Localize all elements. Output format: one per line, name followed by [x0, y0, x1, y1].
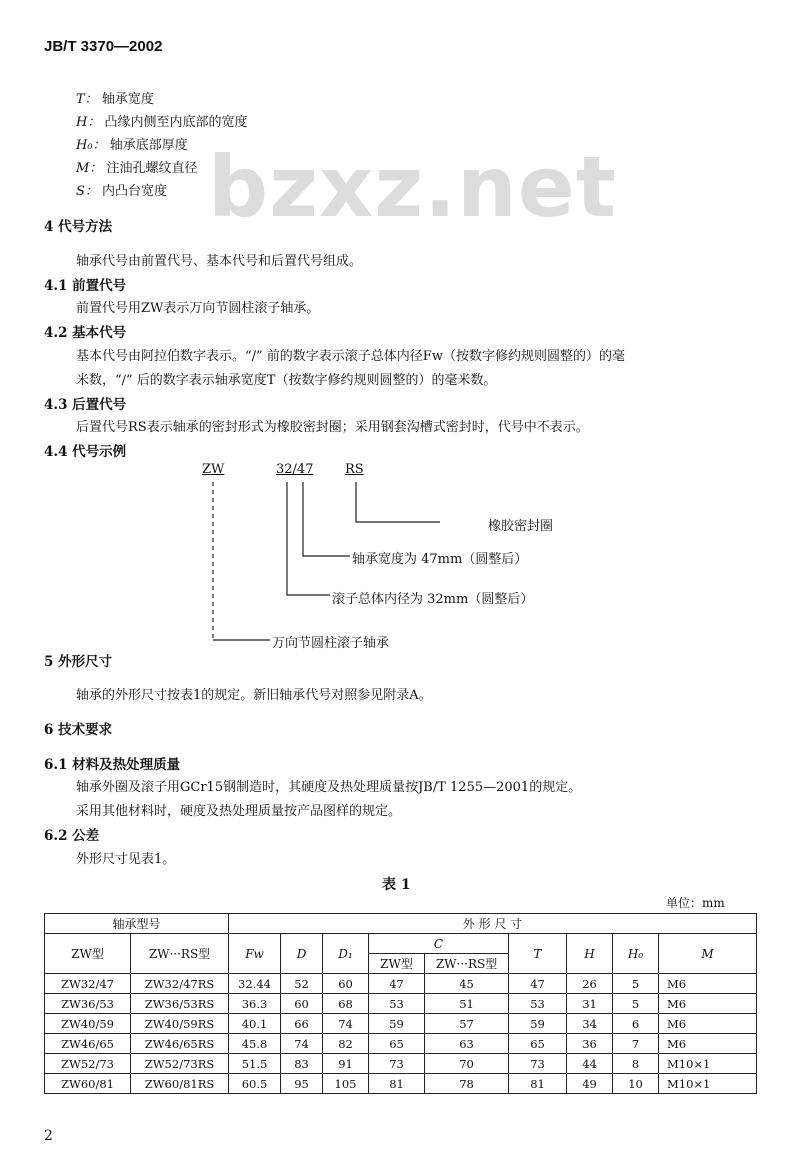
- cell-m: M6: [659, 1034, 757, 1054]
- leader-line-width: [303, 482, 350, 556]
- cell-d1: 91: [323, 1054, 369, 1074]
- section-4-3-title: 4.3 后置代号: [44, 397, 127, 413]
- cell-fw: 36.3: [229, 994, 281, 1014]
- cell-zwrs: ZW60/81RS: [131, 1074, 229, 1094]
- cell-d: 83: [281, 1054, 323, 1074]
- header-d: D: [281, 934, 323, 974]
- table-caption: 表 1: [382, 877, 411, 893]
- leader-line-rs: [356, 482, 440, 522]
- table-unit: 单位：mm: [666, 896, 725, 910]
- cell-d1: 74: [323, 1014, 369, 1034]
- cell-c-zw: 47: [369, 974, 425, 994]
- cell-fw: 45.8: [229, 1034, 281, 1054]
- section-5-text: 轴承的外形尺寸按表1的规定。新旧轴承代号对照参见附录A。: [76, 688, 432, 703]
- example-label-fw: 滚子总体内径为 32mm（圆整后）: [332, 592, 534, 607]
- cell-c-zwrs: 63: [425, 1034, 509, 1054]
- table-row: [45, 974, 757, 994]
- section-4-2-line-2: 米数，“/” 后的数字表示轴承宽度T（按数字修约规则圆整的）的毫米数。: [76, 373, 497, 388]
- cell-c-zwrs: 70: [425, 1054, 509, 1074]
- cell-d1: 60: [323, 974, 369, 994]
- cell-h0: 6: [613, 1014, 659, 1034]
- example-label-zw: 万向节圆柱滚子轴承: [272, 636, 390, 651]
- example-label-width: 轴承宽度为 47mm（圆整后）: [352, 552, 528, 567]
- section-6-1-line-1: 轴承外圈及滚子用GCr15钢制造时，其硬度及热处理质量按JB/T 1255—2001的规定。: [76, 780, 582, 795]
- cell-t: 81: [509, 1074, 567, 1094]
- definition-text: 轴承宽度: [101, 92, 154, 107]
- cell-d: 52: [281, 974, 323, 994]
- cell-t: 59: [509, 1014, 567, 1034]
- cell-zwrs: ZW32/47RS: [131, 974, 229, 994]
- section-6-1-title: 6.1 材料及热处理质量: [44, 757, 181, 773]
- cell-h: 31: [567, 994, 613, 1014]
- cell-h0: 5: [613, 994, 659, 1014]
- header-c-zw-rs: ZW···RS型: [425, 954, 509, 974]
- definition-symbol: M：: [76, 161, 103, 176]
- cell-d: 95: [281, 1074, 323, 1094]
- header-zw-rs: ZW···RS型: [131, 934, 229, 974]
- cell-fw: 60.5: [229, 1074, 281, 1094]
- table-row: [45, 1054, 757, 1074]
- cell-h0: 5: [613, 974, 659, 994]
- cell-c-zw: 65: [369, 1034, 425, 1054]
- cell-d1: 68: [323, 994, 369, 1014]
- definition-symbol: T：: [76, 92, 98, 107]
- table-row: [45, 1074, 757, 1094]
- definition-symbol: S：: [76, 184, 98, 199]
- cell-h0: 8: [613, 1054, 659, 1074]
- cell-zwrs: ZW40/59RS: [131, 1014, 229, 1034]
- cell-c-zw: 81: [369, 1074, 425, 1094]
- example-basic-code: 32/47: [276, 462, 314, 477]
- cell-d1: 82: [323, 1034, 369, 1054]
- table-header-row-2: [45, 934, 757, 954]
- header-fw: Fw: [229, 934, 281, 974]
- table-row: [45, 1034, 757, 1054]
- cell-zw: ZW46/65: [45, 1034, 131, 1054]
- cell-d: 66: [281, 1014, 323, 1034]
- cell-t: 65: [509, 1034, 567, 1054]
- definition-text: 内凸台宽度: [102, 184, 168, 199]
- cell-fw: 32.44: [229, 974, 281, 994]
- section-4-2-title: 4.2 基本代号: [44, 325, 127, 341]
- table-header-row-1: [45, 914, 757, 934]
- header-d1: D₁: [323, 934, 369, 974]
- cell-c-zwrs: 51: [425, 994, 509, 1014]
- header-h0: H₀: [613, 934, 659, 974]
- section-5-title: 5 外形尺寸: [44, 654, 113, 670]
- header-c: C: [369, 934, 509, 954]
- header-h: H: [567, 934, 613, 974]
- cell-zwrs: ZW46/65RS: [131, 1034, 229, 1054]
- section-4-intro: 轴承代号由前置代号、基本代号和后置代号组成。: [76, 254, 363, 269]
- section-4-title: 4 代号方法: [44, 219, 113, 235]
- dimension-table: [44, 913, 757, 1094]
- section-4-1-title: 4.1 前置代号: [44, 278, 127, 294]
- header-c-zw: ZW型: [369, 954, 425, 974]
- definition-text: 轴承底部厚度: [109, 138, 188, 153]
- cell-d: 60: [281, 994, 323, 1014]
- document-code-header: JB/T 3370—2002: [44, 38, 163, 55]
- cell-h0: 10: [613, 1074, 659, 1094]
- cell-c-zw: 73: [369, 1054, 425, 1074]
- definition-symbol: H₀：: [76, 138, 106, 153]
- cell-c-zwrs: 57: [425, 1014, 509, 1034]
- cell-zw: ZW40/59: [45, 1014, 131, 1034]
- cell-zw: ZW36/53: [45, 994, 131, 1014]
- cell-zwrs: ZW52/73RS: [131, 1054, 229, 1074]
- cell-c-zwrs: 78: [425, 1074, 509, 1094]
- header-dimensions: 外 形 尺 寸: [229, 914, 757, 934]
- header-m: M: [659, 934, 757, 974]
- cell-m: M6: [659, 994, 757, 1014]
- cell-m: M10×1: [659, 1054, 757, 1074]
- cell-c-zwrs: 45: [425, 974, 509, 994]
- cell-t: 73: [509, 1054, 567, 1074]
- section-6-2-title: 6.2 公差: [44, 828, 100, 844]
- section-4-4-title: 4.4 代号示例: [44, 444, 127, 460]
- leader-line-fw: [287, 482, 330, 595]
- definition-text: 注油孔螺纹直径: [106, 161, 198, 176]
- cell-t: 53: [509, 994, 567, 1014]
- cell-h: 36: [567, 1034, 613, 1054]
- header-bearing-model: 轴承型号: [45, 914, 229, 934]
- section-4-1-text: 前置代号用ZW表示万向节圆柱滚子轴承。: [76, 301, 320, 316]
- watermark: bzxz.net: [208, 138, 617, 236]
- section-6-title: 6 技术要求: [44, 722, 113, 738]
- cell-c-zw: 53: [369, 994, 425, 1014]
- cell-zw: ZW60/81: [45, 1074, 131, 1094]
- cell-m: M6: [659, 974, 757, 994]
- cell-zw: ZW52/73: [45, 1054, 131, 1074]
- cell-d: 74: [281, 1034, 323, 1054]
- cell-m: M6: [659, 1014, 757, 1034]
- section-4-3-text: 后置代号RS表示轴承的密封形式为橡胶密封圈；采用钢套沟槽式密封时，代号中不表示。: [76, 420, 589, 435]
- cell-h: 26: [567, 974, 613, 994]
- example-suffix-rs: RS: [345, 462, 364, 477]
- definition-symbol: H：: [76, 115, 101, 130]
- cell-h: 34: [567, 1014, 613, 1034]
- table-row: [45, 1014, 757, 1034]
- cell-zw: ZW32/47: [45, 974, 131, 994]
- section-4-2-line-1: 基本代号由阿拉伯数字表示。“/” 前的数字表示滚子总体内径Fw（按数字修约规则圆整的）的毫: [76, 349, 625, 364]
- definition-text: 凸缘内侧至内底部的宽度: [104, 115, 248, 130]
- cell-zwrs: ZW36/53RS: [131, 994, 229, 1014]
- table-row: [45, 994, 757, 1014]
- cell-d1: 105: [323, 1074, 369, 1094]
- example-label-rubber-seal: 橡胶密封圈: [488, 519, 554, 534]
- cell-h: 49: [567, 1074, 613, 1094]
- cell-h0: 7: [613, 1034, 659, 1054]
- cell-m: M10×1: [659, 1074, 757, 1094]
- section-6-2-text: 外形尺寸见表1。: [76, 852, 176, 867]
- section-6-1-line-2: 采用其他材料时，硬度及热处理质量按产品图样的规定。: [76, 804, 402, 819]
- example-prefix-zw: ZW: [202, 462, 225, 477]
- cell-c-zw: 59: [369, 1014, 425, 1034]
- page-number: 2: [44, 1128, 53, 1144]
- cell-fw: 51.5: [229, 1054, 281, 1074]
- cell-fw: 40.1: [229, 1014, 281, 1034]
- cell-t: 47: [509, 974, 567, 994]
- header-zw: ZW型: [45, 934, 131, 974]
- cell-h: 44: [567, 1054, 613, 1074]
- header-t: T: [509, 934, 567, 974]
